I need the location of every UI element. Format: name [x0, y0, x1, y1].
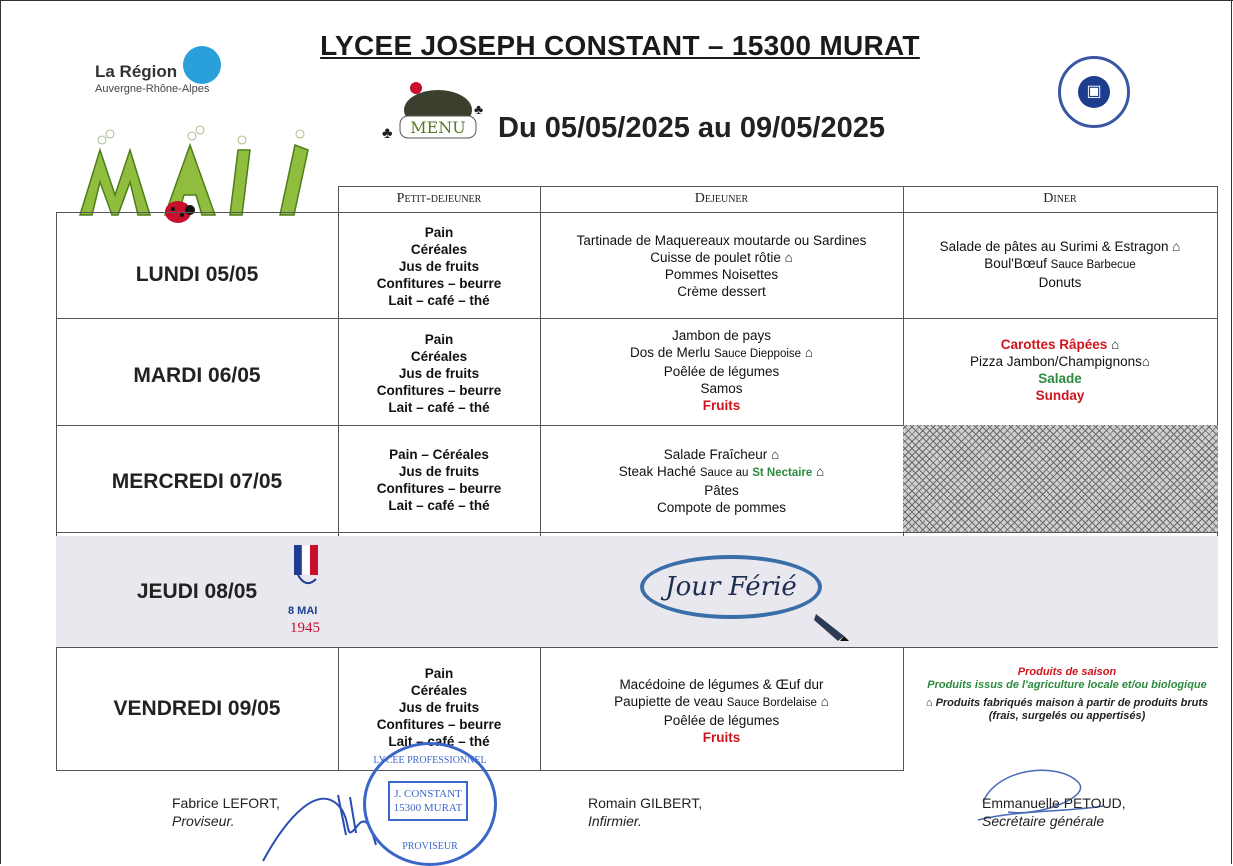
mai-lily-decoration [70, 120, 330, 240]
marker-pen-icon [814, 612, 850, 642]
breakfast-monday: Pain Céréales Jus de fruits Confitures – beurre Lait – café – thé [376, 225, 502, 308]
day-label-wednesday: MERCREDI 07/05 [111, 470, 283, 493]
breakfast-friday: Pain Céréales Jus de fruits Confitures – beurre Lait – café – thé [376, 666, 502, 749]
lunch-wednesday: Salade Fraîcheur ⌂ Steak Haché Sauce au St Nectaire ⌂ Pâtes Compote de pommes [618, 447, 825, 515]
menu-cloche-icon [370, 80, 486, 160]
grid-line [903, 647, 904, 770]
dinner-monday: Salade de pâtes au Surimi & Estragon ⌂ Boul'Bœuf Sauce Barbecue Donuts [939, 239, 1181, 290]
breakfast-wednesday: Pain – Céréales Jus de fruits Confitures – beurre Lait – café – thé [376, 447, 502, 513]
commemoration-date: 8 MAI [288, 605, 318, 617]
grid-line [56, 647, 1218, 648]
day-label-tuesday: MARDI 06/05 [133, 364, 261, 387]
day-label-monday: LUNDI 05/05 [135, 263, 259, 286]
lunch-tuesday: Jambon de pays Dos de Merlu Sauce Dieppoise ⌂ Poêlée de légumes Samos Fruits [630, 328, 813, 413]
house-icon: ⌂ [820, 694, 829, 709]
legend [916, 666, 1218, 723]
breakfast-tuesday: Pain Céréales Jus de fruits Confitures – beurre Lait – café – thé [376, 332, 502, 415]
page-border-left [0, 0, 1, 864]
day-label-thursday: JEUDI 08/05 [136, 580, 258, 603]
holiday-label: Jour Férié [640, 555, 822, 619]
menu-period: Du 05/05/2025 au 09/05/2025 [498, 112, 885, 144]
house-icon: ⌂ [1141, 354, 1150, 369]
region-block [95, 62, 209, 95]
legend-seasonal: Produits de saison [1017, 666, 1117, 678]
region-name: La Région [95, 62, 178, 81]
dinner-wednesday-hatched [903, 425, 1218, 532]
signature-nurse: Romain GILBERT, Infirmier. [588, 795, 703, 829]
svg-text:♣: ♣ [382, 125, 393, 142]
menu-label: MENU [410, 118, 466, 137]
lunch-friday: Macédoine de légumes & Œuf dur Paupiette de veau Sauce Bordelaise ⌂ Poêlée de légumes Fruits [614, 677, 829, 745]
house-icon: ⌂ [784, 250, 793, 265]
page-border-top [0, 0, 1233, 1]
col-header-lunch: Dejeuner [694, 191, 749, 206]
commemoration-year: 1945 [290, 620, 320, 636]
svg-text:♣: ♣ [474, 101, 484, 117]
house-icon: ⌂ [1111, 337, 1120, 352]
page-title: LYCEE JOSEPH CONSTANT – 15300 MURAT [320, 30, 920, 61]
legend-homemade: Produits fabriqués maison à partir de produits bruts (frais, surgelés ou appertisés) [935, 697, 1209, 722]
mai-text: MAI [70, 120, 72, 121]
handwritten-signature-principal [258, 775, 378, 864]
house-icon: ⌂ [771, 447, 780, 462]
grid-line [56, 212, 1218, 213]
col-header-breakfast: Petit-dejeuner [396, 191, 482, 206]
grid-line [56, 532, 1218, 533]
signature-principal: Fabrice LEFORT, Proviseur. [172, 795, 280, 829]
house-icon: ⌂ [804, 345, 813, 360]
house-icon: ⌂ [1172, 239, 1181, 254]
house-icon: ⌂ [816, 464, 825, 479]
region-subtitle: Auvergne-Rhône-Alpes [95, 83, 210, 95]
house-icon: ⌂ [925, 697, 933, 709]
legend-local: Produits issus de l'agriculture locale et/ou biologique [927, 679, 1207, 691]
school-stamp: LYCEE PROFESSIONNEL J. CONSTANT 15300 MURAT PROVISEUR [363, 742, 497, 866]
lunch-monday: Tartinade de Maquereaux moutarde ou Sardines Cuisse de poulet rôtie ⌂ Pommes Noisettes Crème dessert [576, 233, 867, 299]
day-label-friday: VENDREDI 09/05 [113, 697, 281, 720]
dinner-tuesday: Carottes Râpées ⌂ Pizza Jambon/Champignons⌂ Salade Sunday [970, 337, 1150, 403]
col-header-dinner: Diner [1043, 191, 1077, 206]
signature-secretary: Emmanuelle PETOUD, Secrétaire générale [982, 795, 1126, 829]
french-flag-icon [294, 545, 318, 589]
grid-line [56, 318, 1218, 319]
page-border-right [1231, 0, 1232, 864]
label-badge-icon: ▣ [1058, 56, 1130, 128]
